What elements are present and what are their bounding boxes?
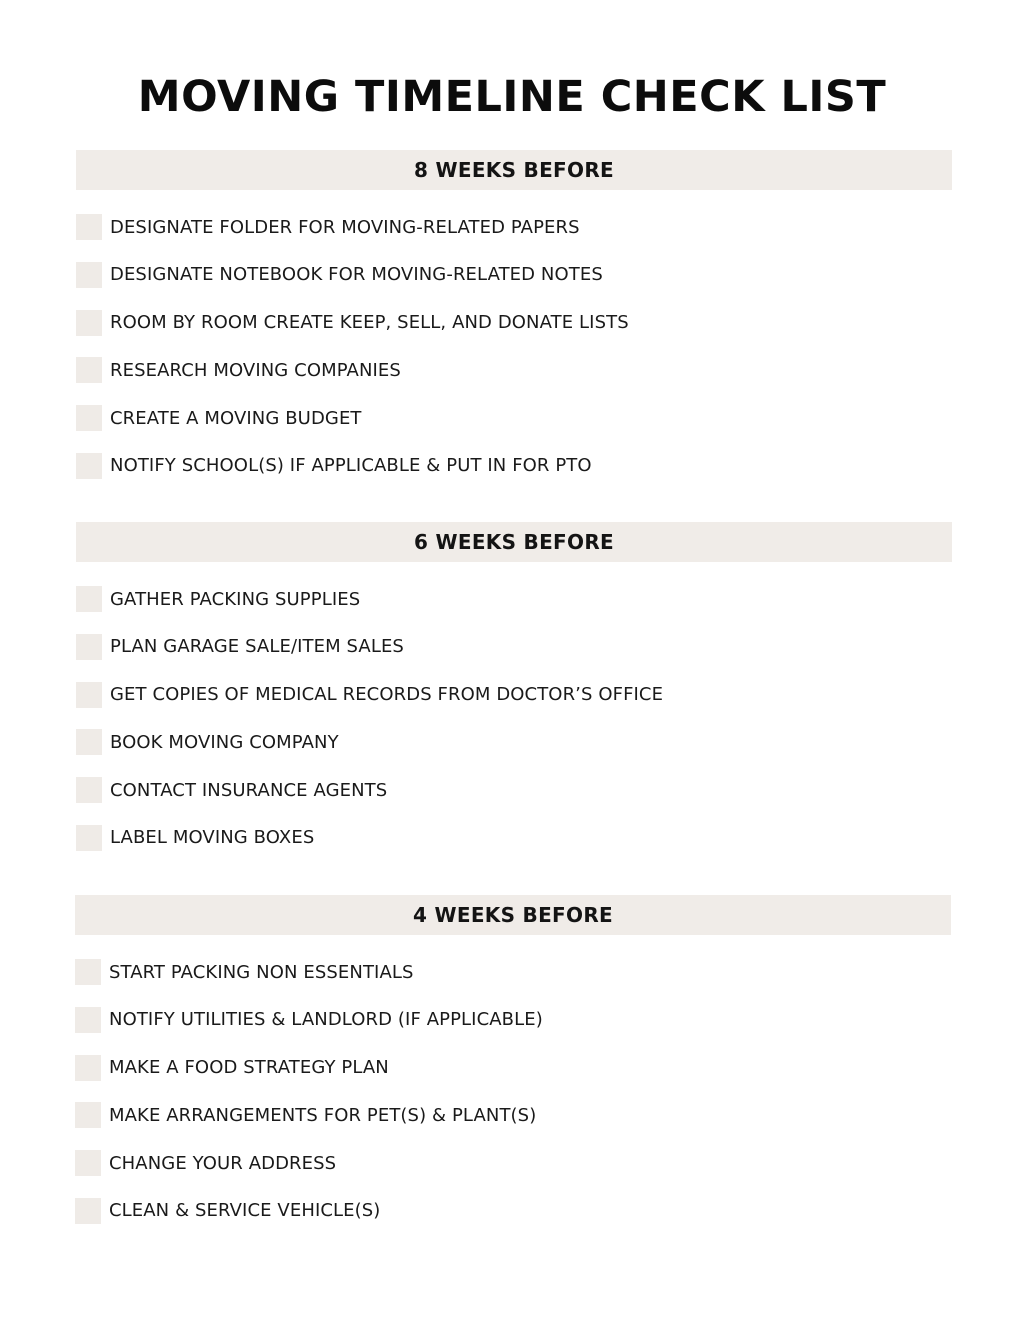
checklist-item-label: ROOM BY ROOM CREATE KEEP, SELL, AND DONATE LISTS <box>110 312 629 334</box>
checklist <box>75 959 951 1224</box>
checklist-item <box>76 634 952 660</box>
checklist-item-label: DESIGNATE NOTEBOOK FOR MOVING-RELATED NOTES <box>110 264 603 286</box>
checkbox[interactable] <box>75 1102 101 1128</box>
checklist-item-label: BOOK MOVING COMPANY <box>110 731 339 753</box>
checklist-item-label: CREATE A MOVING BUDGET <box>110 407 362 429</box>
section-heading: 6 WEEKS BEFORE <box>76 522 952 562</box>
checklist-item-label: NOTIFY SCHOOL(S) IF APPLICABLE & PUT IN FOR PTO <box>110 455 592 477</box>
section-4-weeks <box>75 895 951 1246</box>
checklist-item <box>76 729 952 755</box>
checkbox[interactable] <box>76 453 102 479</box>
checkbox[interactable] <box>76 729 102 755</box>
checklist-item-label: CHANGE YOUR ADDRESS <box>109 1152 337 1174</box>
checkbox[interactable] <box>76 586 102 612</box>
checkbox[interactable] <box>75 1150 101 1176</box>
checklist-item-label: CLEAN & SERVICE VEHICLE(S) <box>109 1200 381 1222</box>
checklist-item <box>75 1102 951 1128</box>
checklist-item <box>75 1150 951 1176</box>
checklist-item-label: MAKE A FOOD STRATEGY PLAN <box>109 1057 389 1079</box>
checklist-item <box>76 777 952 803</box>
page-title: MOVING TIMELINE CHECK LIST <box>137 72 887 122</box>
checkbox[interactable] <box>76 777 102 803</box>
checkbox[interactable] <box>76 825 102 851</box>
checkbox[interactable] <box>76 634 102 660</box>
checkbox[interactable] <box>76 214 102 240</box>
checkbox[interactable] <box>75 959 101 985</box>
checklist-item <box>76 586 952 612</box>
checklist-item <box>76 825 952 851</box>
checklist-item <box>75 1055 951 1081</box>
checklist-item-label: LABEL MOVING BOXES <box>110 827 315 849</box>
section-heading: 4 WEEKS BEFORE <box>75 895 951 935</box>
checklist-item <box>76 310 952 336</box>
checklist <box>76 586 952 851</box>
checklist-item-label: GATHER PACKING SUPPLIES <box>110 588 361 610</box>
checklist-item-label: CONTACT INSURANCE AGENTS <box>110 779 388 801</box>
checkbox[interactable] <box>76 357 102 383</box>
checkbox[interactable] <box>75 1198 101 1224</box>
checklist-item-label: START PACKING NON ESSENTIALS <box>109 961 414 983</box>
checklist-item-label: MAKE ARRANGEMENTS FOR PET(S) & PLANT(S) <box>109 1104 537 1126</box>
checkbox[interactable] <box>76 262 102 288</box>
checkbox[interactable] <box>75 1007 101 1033</box>
checkbox[interactable] <box>76 310 102 336</box>
section-6-weeks <box>76 522 952 873</box>
checklist-item <box>76 453 952 479</box>
section-heading: 8 WEEKS BEFORE <box>76 150 952 190</box>
checklist-item <box>76 214 952 240</box>
checklist-item <box>75 1198 951 1224</box>
checklist-item-label: DESIGNATE FOLDER FOR MOVING-RELATED PAPERS <box>110 216 580 238</box>
checklist-item <box>76 357 952 383</box>
checklist-item-label: GET COPIES OF MEDICAL RECORDS FROM DOCTOR’S OFFICE <box>110 684 664 706</box>
checklist-item <box>75 1007 951 1033</box>
checklist-item <box>76 682 952 708</box>
checkbox[interactable] <box>76 405 102 431</box>
checklist-item <box>75 959 951 985</box>
checklist-item <box>76 405 952 431</box>
checkbox[interactable] <box>76 682 102 708</box>
checklist-item-label: NOTIFY UTILITIES & LANDLORD (IF APPLICABLE) <box>109 1009 543 1031</box>
section-8-weeks <box>76 150 952 501</box>
checklist-item <box>76 262 952 288</box>
checklist-item-label: RESEARCH MOVING COMPANIES <box>110 359 401 381</box>
checkbox[interactable] <box>75 1055 101 1081</box>
checklist <box>76 214 952 479</box>
checklist-item-label: PLAN GARAGE SALE/ITEM SALES <box>110 636 404 658</box>
